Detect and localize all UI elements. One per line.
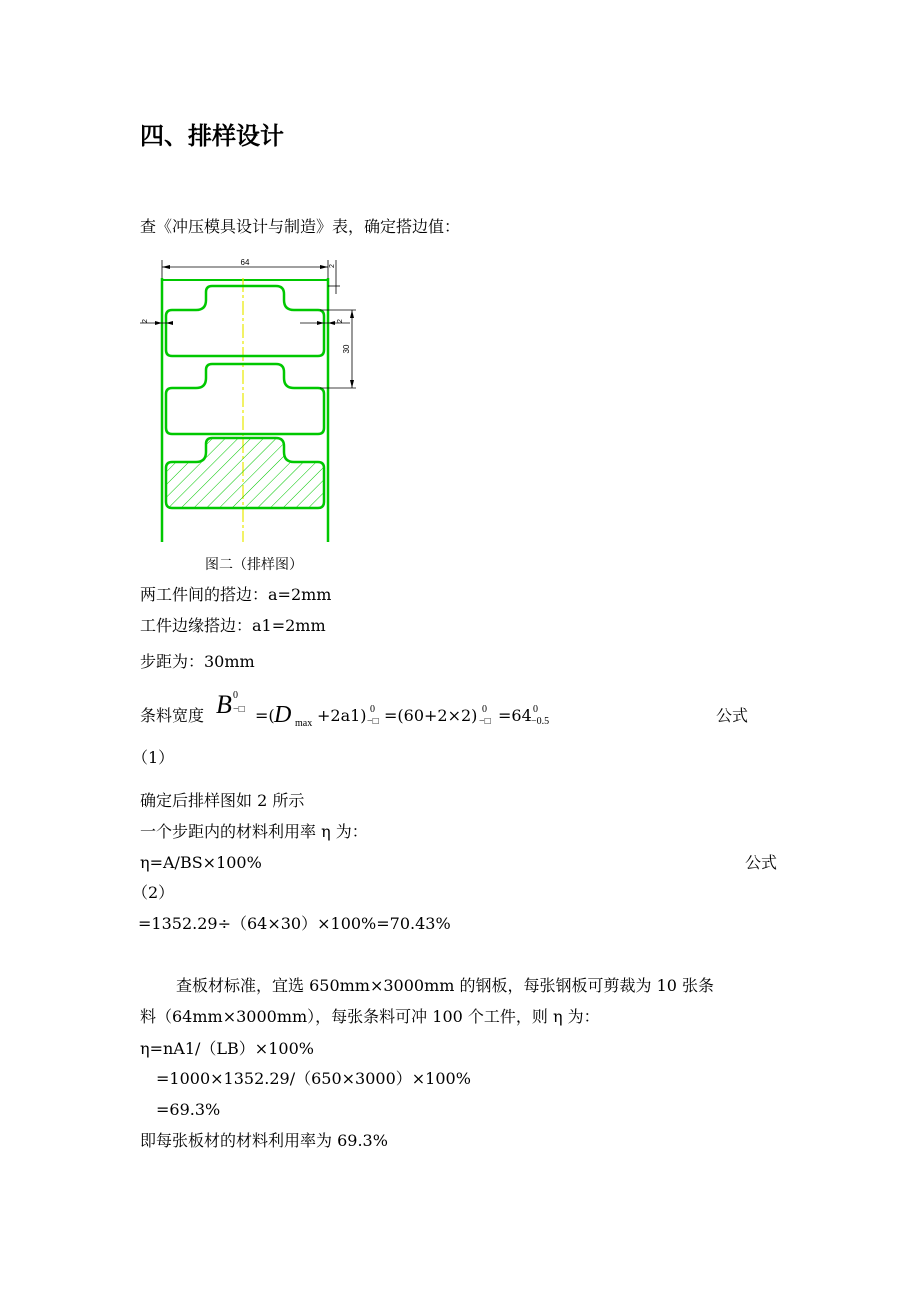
formula2-expr: η=A/BS×100% <box>140 853 262 872</box>
width-dim-label: 64 <box>240 258 250 267</box>
formula1-t1-sub: −□ <box>367 716 379 727</box>
formula1-t3-sub: −0.5 <box>531 716 550 727</box>
right-gap-dim-label: 2 <box>337 319 344 323</box>
layout-figure <box>140 256 365 544</box>
formula1-t1-sup: 0 <box>370 704 375 715</box>
formula1-B: B <box>216 690 232 719</box>
after-layout-text: 确定后排样图如 2 所示 <box>140 791 305 810</box>
formula1-D-sub: max <box>295 718 313 729</box>
formula1-label: 条料宽度 <box>140 706 205 725</box>
formula1-B-sup: 0 <box>233 690 238 701</box>
figure-caption: 图二（排样图） <box>205 557 303 573</box>
layout-drawing <box>140 256 365 544</box>
sheet-paragraph-line1: 查板材标准，宜选 650mm×3000mm 的钢板，每张钢板可剪裁为 10 张条 <box>176 976 715 995</box>
formula1-t2-sup: 0 <box>482 704 487 715</box>
formula1-part3: =(60+2×2) <box>384 706 478 725</box>
sheet-paragraph-line2: 料（64mm×3000mm），每张条料可冲 100 个工件，则 η 为： <box>140 1007 600 1026</box>
left-gap-dim-label: 2 <box>142 319 149 323</box>
sheet-formula-line1: η=nA1/（LB）×100% <box>140 1039 314 1058</box>
section-heading: 四、排样设计 <box>140 122 284 150</box>
sheet-formula-line3: =69.3% <box>156 1100 221 1119</box>
utilization-intro: 一个步距内的材料利用率 η 为： <box>140 822 368 841</box>
formula1-eq-open: =( <box>255 706 275 725</box>
formula2-number: （2） <box>132 883 175 902</box>
pitch-line: 步距为：30mm <box>140 652 255 671</box>
formula1-D: D <box>274 702 292 728</box>
formula2-result: =1352.29÷（64×30）×100%=70.43% <box>138 914 451 933</box>
formula1-B-sub: −□ <box>233 704 245 715</box>
pitch-dim-label: 30 <box>342 344 351 354</box>
sheet-conclusion: 即每张板材的材料利用率为 69.3% <box>140 1131 388 1150</box>
part-outline-1 <box>166 286 324 356</box>
formula2-tag: 公式 <box>745 853 778 872</box>
formula1-t2-sub: −□ <box>479 716 491 727</box>
formula1-part2: +2a1) <box>317 706 367 725</box>
part-outline-2 <box>166 364 324 434</box>
sheet-formula-line2: =1000×1352.29/（650×3000）×100% <box>156 1069 471 1088</box>
formula1-part4: =64 <box>498 706 532 725</box>
formula1-tag: 公式 <box>716 706 749 725</box>
top-gap-dim-label: 2 <box>329 264 336 268</box>
gap-between-line: 两工件间的搭边：a=2mm <box>140 585 332 604</box>
formula1-t3-sup: 0 <box>533 704 538 715</box>
gap-edge-line: 工件边缘搭边：a1=2mm <box>140 616 326 635</box>
part-outline-hatched <box>166 438 324 508</box>
formula1-number: （1） <box>132 748 175 767</box>
intro-text: 查《冲压模具设计与制造》表，确定搭边值： <box>140 217 461 236</box>
